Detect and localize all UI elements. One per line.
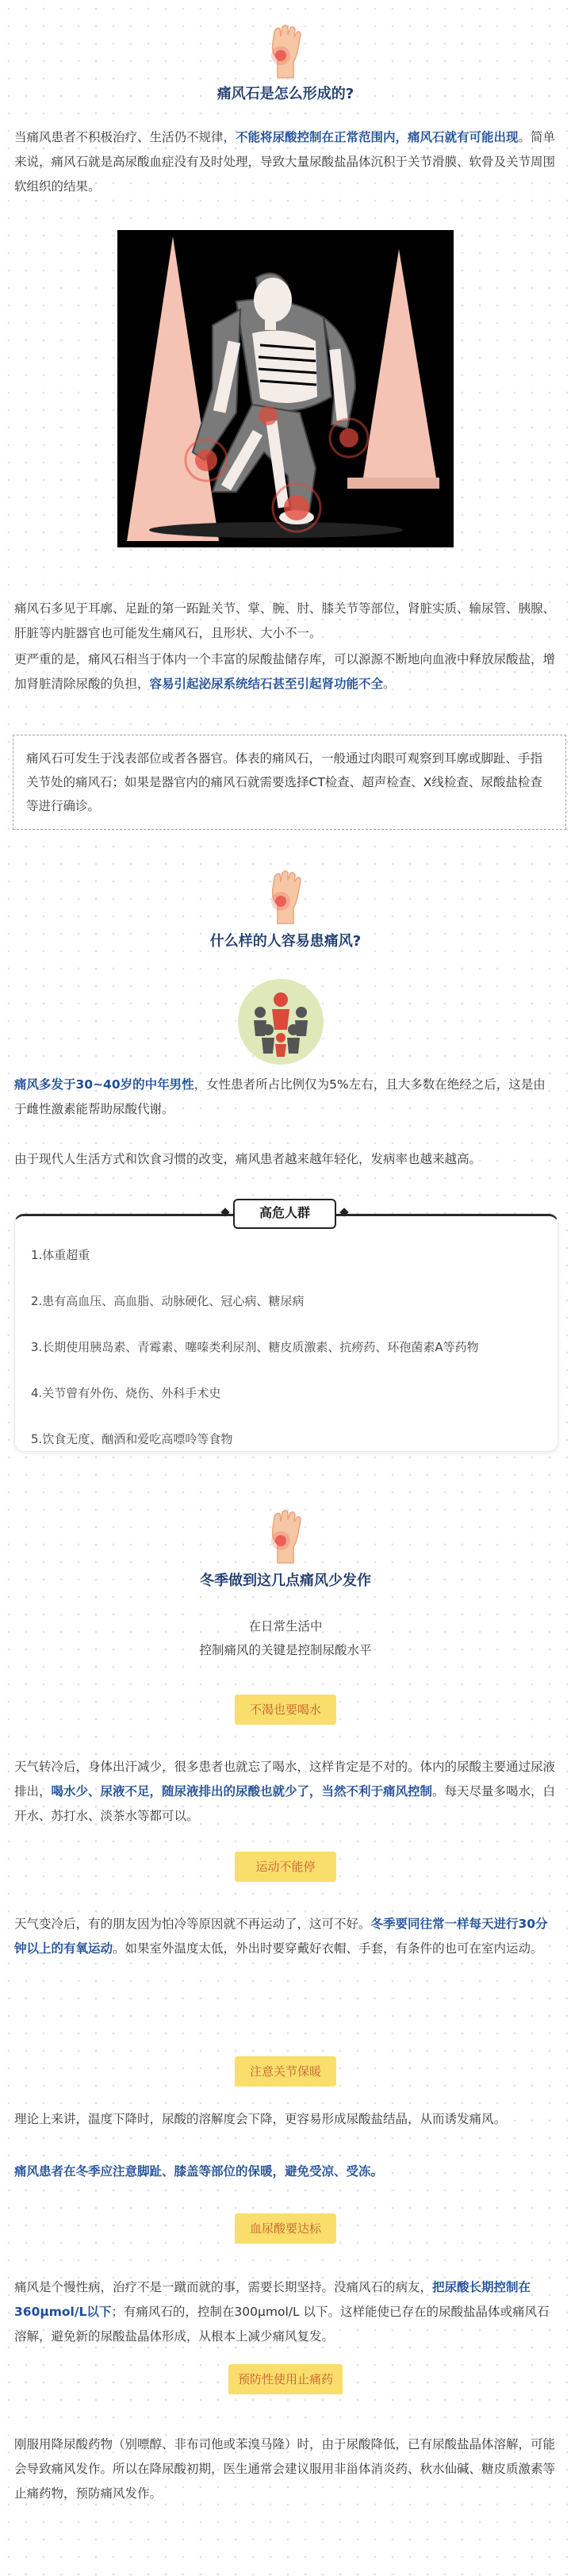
tip-pill-warm-joints: 注意关节保暖: [235, 2056, 336, 2087]
body-text: 当痛风患者不积极治疗、生活仍不规律，: [14, 130, 236, 144]
tip-pill-water: 不渴也要喝水: [235, 1695, 336, 1725]
diagnosis-note: 痛风石可发生于浅表部位或者各器官。体表的痛风石，一般通过肉眼可观察到耳廓或脚趾、手指关节处的痛风石；如果是器官内的痛风石就需要选择CT检查、超声检查、X线检查、尿酸盐检查等进行确诊。: [13, 735, 566, 830]
highlight-text: 痛风多发于30~40岁的中年男性: [14, 1077, 194, 1092]
body-text: 刚服用降尿酸药物（别嘌醇、非布司他或苯溴马隆）时，由于尿酸降低，已有尿酸盐晶体溶解，可能会导致痛风发作。所以在降尿酸初期，医生通常会建议服用非甾体消炎药、秋水仙碱、糖皮质激素等止痛药物，预防痛风发作。: [14, 2437, 556, 2501]
foot-icon: [263, 870, 308, 925]
body-text: 。简单来说，痛风石就是高尿酸血症没有及时处理，导致大量尿酸盐晶体沉积于关节滑膜、软骨及关节周围软组织的结果。: [14, 130, 556, 194]
tip-pill-painkiller: 预防性使用止痛药: [228, 2364, 343, 2394]
tip-pill-uric-acid: 血尿酸要达标: [235, 2213, 336, 2244]
list-item: 4.关节曾有外伤、烧伤、外科手术史: [31, 1386, 221, 1400]
body-text: 。每天尽量多喝水，白开水、苏打水、淡茶水等都可以。: [14, 1784, 556, 1823]
body-text: 痛风石多见于耳廓、足趾的第一跖趾关节、掌、腕、肘、膝关节等部位，肾脏实质、输尿管、胰腺、肝脏等内脏器官也可能发生痛风石，且形状、大小不一。: [14, 601, 556, 640]
body-text: 。如果室外温度太低，外出时要穿戴好衣帽、手套，有条件的也可在室内运动。: [113, 1941, 543, 1956]
tip-body-warm-joints: [14, 2107, 557, 2132]
highlight-text: 容易引起泌尿系统结石甚至引起肾功能不全: [149, 677, 384, 691]
list-item: 1.体重超重: [31, 1248, 90, 1262]
section3-subtitle-1: 在日常生活中: [248, 1619, 323, 1634]
list-item: 5.饮食无度、酗酒和爱吃高嘌呤等食物: [31, 1432, 233, 1446]
section1-p1: [14, 125, 557, 199]
body-text: 痛风是个慢性病，治疗不是一蹴而就的事，需要长期坚持。没痛风石的病友，: [14, 2280, 433, 2294]
list-item: 2.患有高血压、高血脂、动脉硬化、冠心病、糖尿病: [31, 1294, 305, 1308]
body-text: ，女性患者所占比例仅为5%左右，且大多数在绝经之后，这是由于雌性激素能帮助尿酸代谢。: [14, 1077, 546, 1116]
tip-body-warm-joints-2: [14, 2159, 557, 2184]
section2-p1: [14, 1073, 557, 1122]
highlight-text: 不能将尿酸控制在正常范围内，痛风石就有可能出现: [236, 130, 519, 144]
tip-body-uric-acid: [14, 2275, 557, 2349]
tip-body-water: [14, 1755, 557, 1829]
section2-title: 什么样的人容易患痛风?: [209, 933, 362, 950]
section1-p3: [14, 647, 557, 697]
risk-group-list: [14, 1214, 558, 1452]
body-text: 天气转冷后，身体出汗减少，很多患者也就忘了喝水，这样肯定是不对的。体内的尿酸主要通过尿液排出，: [14, 1760, 556, 1799]
body-text: 天气变冷后，有的朋友因为怕冷等原因就不再运动了，这可不好。: [14, 1917, 371, 1931]
tip-body-painkiller: [14, 2432, 557, 2506]
body-text: 更严重的是，痛风石相当于体内一个丰富的尿酸盐储存库，可以源源不断地向血液中释放尿酸盐，增加肾脏清除尿酸的负担，: [14, 652, 556, 691]
crowd-icon: [236, 977, 325, 1066]
foot-icon: [263, 1509, 308, 1564]
section2-p2: [14, 1147, 557, 1172]
risk-group-badge: 高危人群: [233, 1199, 336, 1229]
section1-p2: [14, 597, 557, 646]
highlight-text: 喝水少、尿液不足，随尿液排出的尿酸也就少了，当然不利于痛风控制: [51, 1784, 433, 1799]
gout-skeleton-illustration: [117, 230, 454, 547]
body-text: ；有痛风石的，控制在300μmol/L 以下。这样能使已存在的尿酸盐晶体或痛风石溶解，避免新的尿酸盐晶体形成，从根本上减少痛风复发。: [14, 2305, 550, 2344]
section1-title: 痛风石是怎么形成的?: [217, 86, 354, 102]
highlight-text: 把尿酸长期控制在360μmol/L以下: [14, 2280, 531, 2319]
body-text: 。: [383, 677, 396, 691]
highlight-text: 冬季要同往常一样每天进行30分钟以上的有氧运动: [14, 1917, 548, 1956]
list-item: 3.长期使用胰岛素、青霉素、噻嗪类利尿剂、糖皮质激素、抗痨药、环孢菌素A等药物: [31, 1340, 479, 1354]
body-text: 理论上来讲，温度下降时，尿酸的溶解度会下降，更容易形成尿酸盐结晶，从而诱发痛风。: [14, 2112, 507, 2126]
section3-subtitle-2: 控制痛风的关键是控制尿酸水平: [199, 1643, 372, 1657]
tip-body-exercise: [14, 1912, 557, 1961]
body-text: 由于现代人生活方式和饮食习惯的改变，痛风患者越来越年轻化，发病率也越来越高。: [14, 1152, 482, 1166]
foot-icon: [263, 24, 308, 79]
tip-pill-exercise: 运动不能停: [235, 1852, 336, 1882]
highlight-text: 痛风患者在冬季应注意脚趾、膝盖等部位的保暖，避免受凉、受冻。: [14, 2164, 384, 2179]
section3-title: 冬季做到这几点痛风少发作: [200, 1572, 371, 1589]
